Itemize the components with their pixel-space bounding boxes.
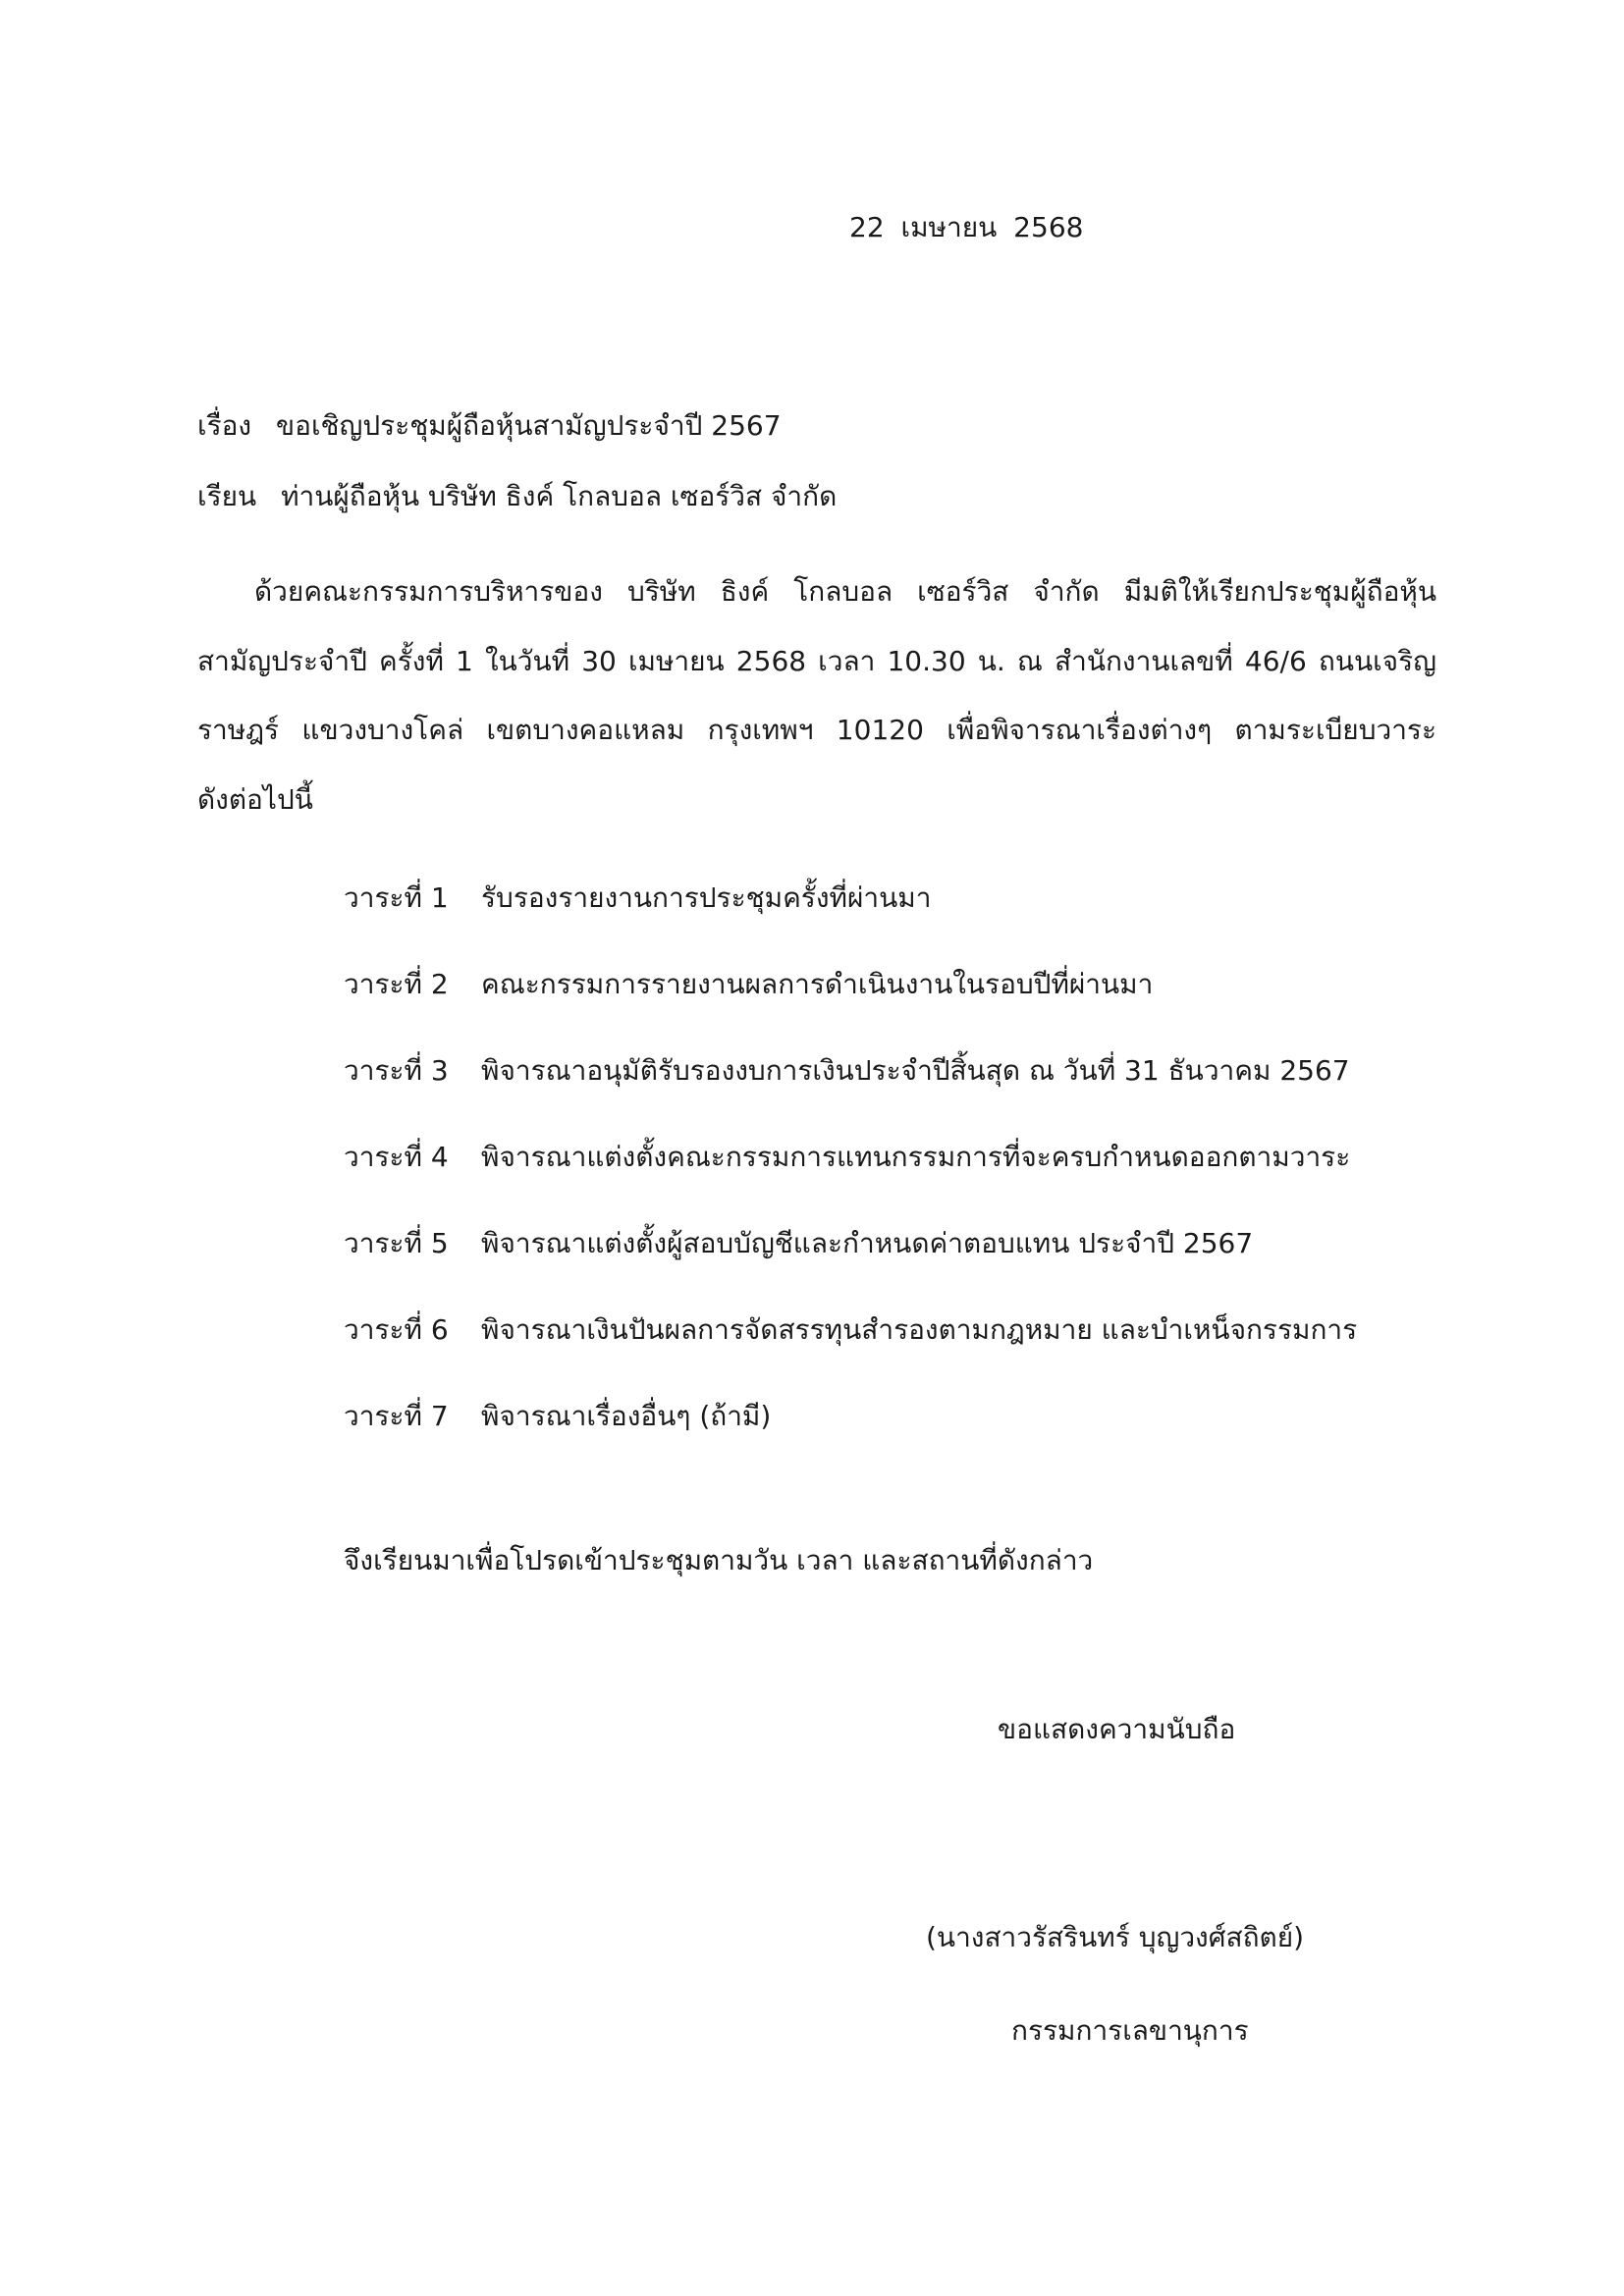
agenda-text: พิจารณาอนุมัติรับรองงบการเงินประจำปีสิ้นสุด ณ วันที่ 31 ธันวาคม 2567 — [481, 1054, 1350, 1087]
agenda-number: วาระที่ 4 — [344, 1141, 449, 1173]
subject-label: เรื่อง — [197, 409, 252, 442]
recipient-line — [197, 477, 837, 516]
closing-line: จึงเรียนมาเพื่อโปรดเข้าประชุมตามวัน เวลา และสถานที่ดังกล่าว — [344, 1544, 1094, 1576]
recipient-text: ท่านผู้ถือหุ้น บริษัท ธิงค์ โกลบอล เซอร์วิส จำกัด — [281, 480, 838, 512]
recipient-label: เรียน — [197, 480, 257, 512]
agenda-list — [344, 879, 1357, 1483]
subject-text: ขอเชิญประชุมผู้ถือหุ้นสามัญประจำปี 2567 — [276, 409, 782, 442]
agenda-text: รับรองรายงานการประชุมครั้งที่ผ่านมา — [481, 881, 932, 914]
agenda-number: วาระที่ 5 — [344, 1227, 449, 1259]
agenda-item — [344, 1138, 1357, 1224]
agenda-item — [344, 879, 1357, 965]
agenda-text: คณะกรรมการรายงานผลการดำเนินงานในรอบปีที่ผ่านมา — [481, 968, 1154, 1000]
agenda-number: วาระที่ 2 — [344, 968, 449, 1000]
body-line-2: สามัญประจำปี ครั้งที่ 1 ในวันที่ 30 เมษายน 2568 เวลา 10.30 น. ณ สำนักงานเลขที่ 46/6 ถนนเจริญ — [197, 645, 1436, 677]
signatory-name: (นางสาวรัสรินทร์ บุญวงศ์สถิตย์) — [926, 1921, 1305, 1953]
subject-line — [197, 406, 782, 446]
agenda-number: วาระที่ 7 — [344, 1400, 449, 1432]
letter-date: 22 เมษายน 2568 — [849, 211, 1084, 243]
regards-text: ขอแสดงความนับถือ — [998, 1713, 1236, 1745]
body-line-3: ราษฎร์ แขวงบางโคล่ เขตบางคอแหลม กรุงเทพฯ 10120 เพื่อพิจารณาเรื่องต่างๆ ตามระเบียบวาระ — [197, 714, 1436, 746]
agenda-item — [344, 1051, 1357, 1138]
body-line-1: ด้วยคณะกรรมการบริหารของ บริษัท ธิงค์ โกลบอล เซอร์วิส จำกัด มีมติให้เรียกประชุมผู้ถือหุ้น — [254, 575, 1436, 608]
agenda-number: วาระที่ 6 — [344, 1313, 449, 1346]
agenda-item — [344, 965, 1357, 1051]
agenda-number: วาระที่ 1 — [344, 881, 449, 914]
signatory-position: กรรมการเลขานุการ — [1011, 2014, 1249, 2047]
agenda-text: พิจารณาเรื่องอื่นๆ (ถ้ามี) — [481, 1400, 772, 1432]
agenda-item — [344, 1310, 1357, 1397]
body-line-4: ดังต่อไปนี้ — [197, 783, 313, 816]
agenda-text: พิจารณาแต่งตั้งผู้สอบบัญชีและกำหนดค่าตอบแทน ประจำปี 2567 — [481, 1227, 1254, 1259]
agenda-item — [344, 1224, 1357, 1310]
agenda-text: พิจารณาเงินปันผลการจัดสรรทุนสำรองตามกฎหมาย และบำเหน็จกรรมการ — [481, 1313, 1358, 1346]
agenda-number: วาระที่ 3 — [344, 1054, 449, 1087]
agenda-text: พิจารณาแต่งตั้งคณะกรรมการแทนกรรมการที่จะครบกำหนดออกตามวาระ — [481, 1141, 1351, 1173]
agenda-item — [344, 1397, 1357, 1483]
